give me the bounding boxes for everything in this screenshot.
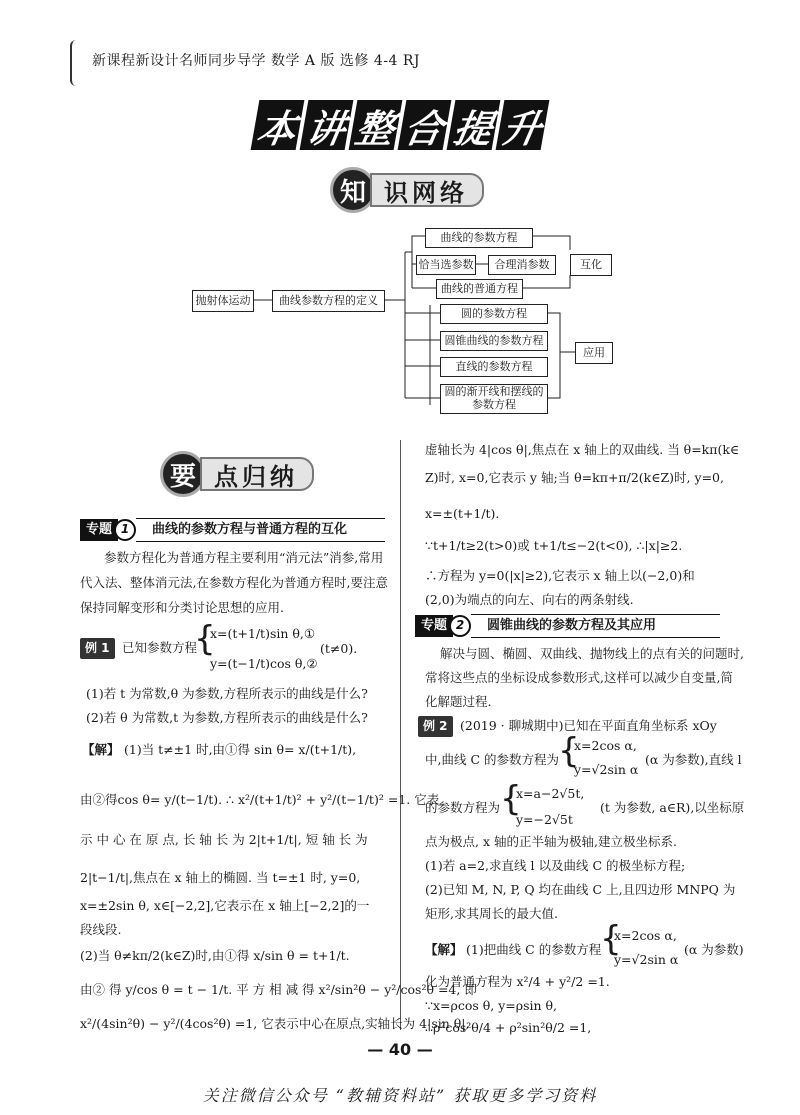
topic-2-heading — [415, 614, 720, 638]
column-divider — [400, 440, 401, 1030]
title-char: 提 — [447, 100, 501, 150]
page-number: — 40 — — [367, 1040, 433, 1059]
mm-node-circle-param: 圆的参数方程 — [440, 304, 548, 324]
solution-line: x=±(t+1/t). — [425, 506, 500, 521]
equation-condition: (t≠0). — [320, 641, 358, 656]
equation-line: y=−2√5t — [516, 812, 573, 827]
topic-1-heading — [80, 518, 385, 542]
solution-line: ∵x=ρcos θ, y=ρsin θ, — [425, 998, 558, 1013]
system-brace-icon: { — [194, 619, 216, 659]
solution-line: ∵t+1/t≥2(t>0)或 t+1/t≤−2(t<0), ∴|x|≥2. — [425, 538, 683, 553]
paragraph-line: 解决与圆、椭圆、双曲线、抛物线上的点有关的问题时, — [440, 646, 744, 661]
example-2-line: 的参数方程为 — [425, 800, 501, 815]
title-char: 本 — [251, 100, 305, 150]
solution-label: 【解】 — [82, 742, 120, 757]
mm-node-convert: 互化 — [570, 254, 612, 276]
solution-label: 【解】 — [425, 942, 463, 957]
banner-rest-text: 点归纳 — [200, 457, 314, 491]
solution-line: x=±2sin θ, x∈[−2,2],它表示在 x 轴上[−2,2]的一 — [80, 898, 370, 913]
mm-node-param-eq: 曲线的参数方程 — [425, 228, 533, 248]
solution-line: 段线段. — [80, 922, 122, 937]
example-2-line: 点为极点, x 轴的正半轴为极轴,建立极坐标系. — [425, 834, 677, 849]
mind-map-connectors — [0, 0, 800, 420]
solution-line: (2)当 θ≠kπ/2(k∈Z)时,由①得 x/sin θ = t+1/t. — [80, 948, 350, 963]
question-line: (2)已知 M, N, P, Q 均在曲线 C 上,且四边形 MNPQ 为 — [425, 882, 736, 897]
mm-node-eliminate-param: 合理消参数 — [488, 255, 556, 275]
system-brace-icon: { — [558, 731, 580, 771]
topic-tag: 专题 — [415, 615, 453, 637]
solution-line: 由② 得 y/cos θ = t − 1/t. 平 方 相 减 得 x²/sin²θ − y²/cos²θ =4, 即 — [80, 982, 477, 997]
question-line: 矩形,求其周长的最大值. — [425, 906, 558, 921]
equation-line: x=(t+1/t)sin θ,① — [210, 626, 316, 641]
solution-line: Z)时, x=0,它表示 y 轴;当 θ=kπ+π/2(k∈Z)时, y=0, — [425, 470, 724, 485]
topic-number: 1 — [114, 519, 136, 541]
solution-line: (1)把曲线 C 的参数方程 — [466, 942, 602, 957]
solution-line: ∴ρ²cos²θ/4 + ρ²sin²θ/2 =1, — [425, 1020, 592, 1035]
paragraph-line: 保持同解变形和分类讨论思想的应用. — [80, 600, 284, 615]
question-line: (1)若 t 为常数,θ 为参数,方程所表示的曲线是什么? — [86, 686, 368, 701]
mm-node-conic-param: 圆锥曲线的参数方程 — [440, 331, 548, 351]
banner-rest-text: 识网络 — [370, 173, 484, 207]
example-badge: 例 1 — [80, 638, 115, 659]
title-char: 升 — [496, 100, 550, 150]
solution-line: 虚轴长为 4|cos θ|,焦点在 x 轴上的双曲线. 当 θ=kπ(k∈ — [425, 442, 740, 457]
banner-first-char: 知 — [330, 167, 376, 213]
example-1-label — [80, 638, 115, 659]
equation-line: y=√2sin α — [614, 952, 679, 967]
example-2-line: 中,曲线 C 的参数方程为 — [425, 752, 559, 767]
solution-line: 示 中 心 在 原 点, 长 轴 长 为 2|t+1/t|, 短 轴 长 为 — [80, 832, 368, 847]
solution-line: x²/(4sin²θ) − y²/(4cos²θ) =1, 它表示中心在原点,实轴长为 4|sin θ|, — [80, 1016, 470, 1031]
equation-line: y=√2sin α — [574, 762, 639, 777]
example-badge: 例 2 — [418, 716, 453, 737]
equation-line: x=2cos α, — [614, 928, 677, 943]
solution-line: (1)当 t≠±1 时,由①得 sin θ= x/(t+1/t), — [124, 742, 357, 757]
paragraph-line: 常将这些点的坐标设成参数形式,这样可以减少自变量,简 — [425, 670, 733, 685]
running-header: 新课程新设计名师同步导学 数学 A 版 选修 4-4 RJ — [92, 53, 421, 69]
question-line: (2)若 θ 为常数,t 为参数,方程所表示的曲线是什么? — [86, 710, 368, 725]
mm-node-line-param: 直线的参数方程 — [440, 357, 548, 377]
mm-node-involute-param: 圆的渐开线和摆线的参数方程 — [440, 384, 548, 414]
mm-node-projectile: 抛射体运动 — [192, 290, 254, 312]
paragraph-line: 化解题过程. — [425, 694, 492, 709]
title-char: 讲 — [300, 100, 354, 150]
paragraph-line: 参数方程化为普通方程主要利用“消元法”消参,常用 — [104, 550, 384, 565]
solution-line: (2,0)为端点的向左、向右的两条射线. — [425, 592, 634, 607]
mm-node-choose-param: 恰当选参数 — [416, 255, 476, 275]
mm-node-normal-eq: 曲线的普通方程 — [436, 279, 523, 299]
solution-line: 2|t−1/t|,焦点在 x 轴上的椭圆. 当 t=±1 时, y=0, — [80, 870, 361, 885]
example-1-lead: 已知参数方程 — [122, 640, 198, 655]
title-char: 整 — [349, 100, 403, 150]
topic-tag: 专题 — [80, 519, 118, 541]
solution-line: ∴方程为 y=0(|x|≥2),它表示 x 轴上以(−2,0)和 — [425, 568, 695, 583]
example-2-line: (2019 · 聊城期中)已知在平面直角坐标系 xOy — [460, 718, 717, 733]
solution-line: 化为普通方程为 x²/4 + y²/2 =1. — [425, 974, 610, 989]
key-points-banner — [160, 452, 314, 496]
question-line: (1)若 a=2,求直线 l 以及曲线 C 的极坐标方程; — [425, 858, 686, 873]
topic-number: 2 — [449, 615, 471, 637]
equation-line: x=2cos α, — [574, 738, 637, 753]
title-char: 合 — [398, 100, 452, 150]
solution-line: (α 为参数) — [684, 942, 744, 957]
system-brace-icon: { — [600, 919, 622, 959]
solution-line: 由②得cos θ= y/(t−1/t). ∴ x²/(t+1/t)² + y²/(t−1/t)² =1. 它表 — [80, 792, 440, 807]
topic-title: 圆锥曲线的参数方程及其应用 — [471, 614, 720, 638]
paragraph-line: 代入法、整体消元法,在参数方程化为普通方程时,要注意 — [80, 575, 388, 590]
footer-note: 关注微信公众号 “教辅资料站” 获取更多学习资料 — [202, 1086, 598, 1105]
topic-title: 曲线的参数方程与普通方程的互化 — [136, 518, 385, 542]
system-brace-icon: { — [500, 779, 522, 819]
banner-first-char: 要 — [160, 451, 206, 497]
equation-line: x=a−2√5t, — [516, 786, 585, 801]
example-2-line: (α 为参数),直线 l — [645, 752, 742, 767]
equation-line: y=(t−1/t)cos θ,② — [210, 656, 318, 671]
example-2-line: (t 为参数, a∈R),以坐标原 — [600, 800, 745, 815]
example-2-label — [418, 716, 453, 737]
mm-node-apply: 应用 — [575, 342, 613, 364]
mm-node-definition: 曲线参数方程的定义 — [272, 290, 385, 312]
